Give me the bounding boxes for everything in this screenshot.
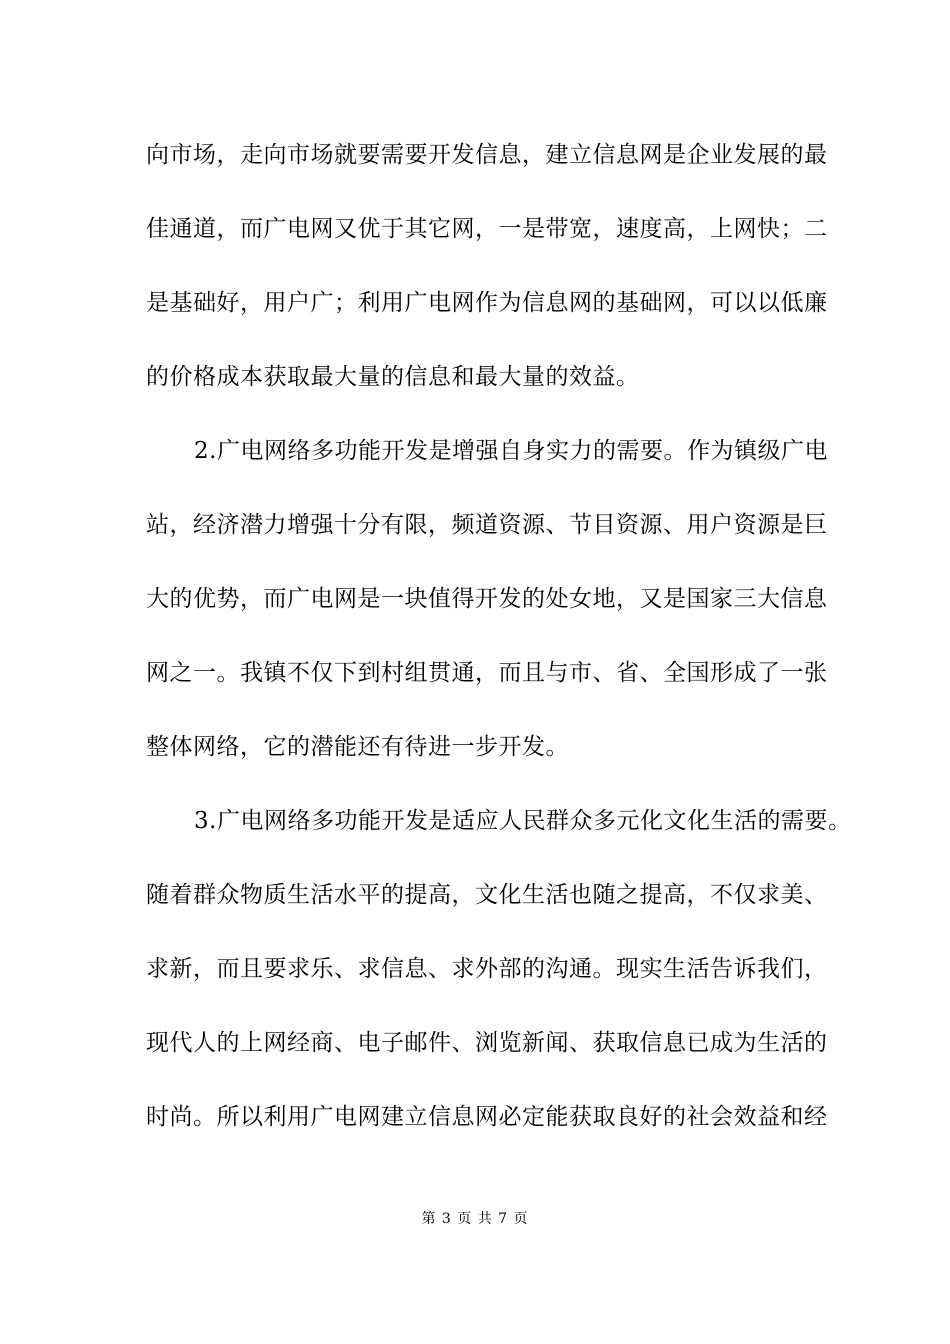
paragraph-line: 3.广电网络多功能开发是适应人民群众多元化文化生活的需要。 <box>194 808 852 834</box>
page-number-label: 第 3 页 共 7 页 <box>421 1211 529 1227</box>
paragraph-line: 随着群众物质生活水平的提高，文化生活也随之提高，不仅求美、 <box>146 882 828 908</box>
paragraph-line: 大的优势，而广电网是一块值得开发的处女地，又是国家三大信息 <box>146 586 828 612</box>
paragraph-line: 现代人的上网经商、电子邮件、浏览新闻、获取信息已成为生活的 <box>146 1030 828 1056</box>
page-footer <box>0 1210 950 1228</box>
paragraph-line: 是基础好，用户广；利用广电网作为信息网的基础网，可以以低廉 <box>146 290 828 316</box>
paragraph-line: 佳通道，而广电网又优于其它网，一是带宽，速度高，上网快；二 <box>146 216 828 242</box>
paragraph-line: 向市场，走向市场就要需要开发信息，建立信息网是企业发展的最 <box>146 142 828 168</box>
paragraph-line: 网之一。我镇不仅下到村组贯通，而且与市、省、全国形成了一张 <box>146 660 828 686</box>
paragraph-line: 时尚。所以利用广电网建立信息网必定能获取良好的社会效益和经 <box>146 1104 828 1130</box>
paragraph-line: 的价格成本获取最大量的信息和最大量的效益。 <box>146 364 640 390</box>
paragraph-line: 求新，而且要求乐、求信息、求外部的沟通。现实生活告诉我们， <box>146 956 828 982</box>
paragraph-line: 整体网络，它的潜能还有待进一步开发。 <box>146 734 569 760</box>
paragraph-line: 2.广电网络多功能开发是增强自身实力的需要。作为镇级广电 <box>194 438 828 464</box>
paragraph-line: 站，经济潜力增强十分有限，频道资源、节目资源、用户资源是巨 <box>146 512 828 538</box>
